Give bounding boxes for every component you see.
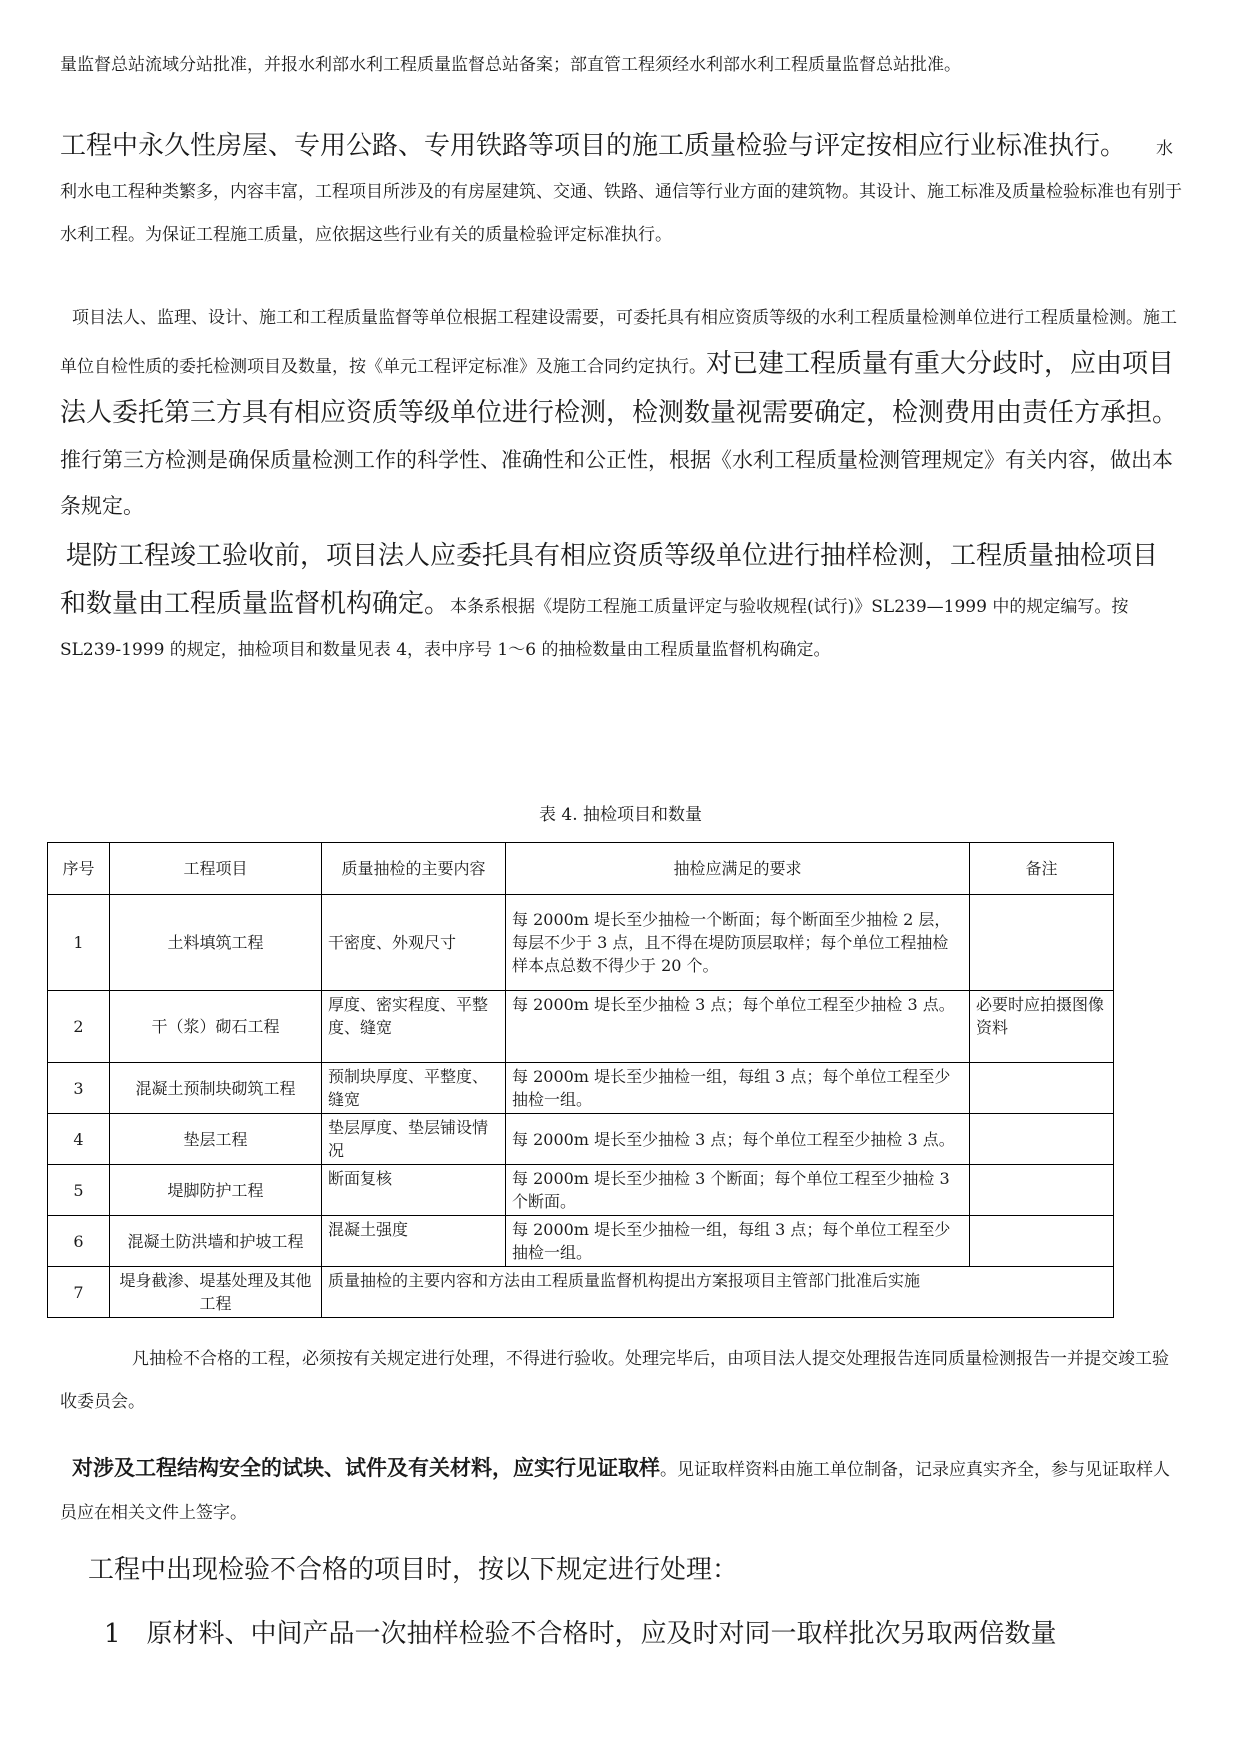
row-no: 7	[48, 1267, 110, 1318]
paragraph-2	[60, 122, 1182, 257]
row-content: 断面复核	[322, 1165, 506, 1216]
header-no: 序号	[48, 843, 110, 895]
table-row	[48, 1216, 1114, 1267]
row-merged-requirement: 质量抽检的主要内容和方法由工程质量监督机构提出方案报项目主管部门批准后实施	[322, 1267, 1114, 1318]
header-requirement: 抽检应满足的要求	[506, 843, 970, 895]
row-item: 干（浆）砌石工程	[110, 991, 322, 1063]
row-note	[970, 895, 1114, 991]
row-note: 必要时应拍摄图像资料	[970, 991, 1114, 1063]
row-requirement: 每 2000m 堤长至少抽检 3 点；每个单位工程至少抽检 3 点。	[506, 991, 970, 1063]
paragraph-8: 1 原材料、中间产品一次抽样检验不合格时，应及时对同一取样批次另取两倍数量	[104, 1619, 1057, 1649]
paragraph-3-text: 项目法人、监理、设计、施工和工程质量监督等单位根据工程建设需要，可委托具有相应资质等级的水利工程质量检测单位进行工程质量检测。施工单位自检性质的委托检测项目及数量，按《单元工程评定标准》及施工合同约定执行。	[60, 308, 1177, 377]
row-item: 混凝土预制块砌筑工程	[110, 1063, 322, 1114]
paragraph-6-emphasis: 对涉及工程结构安全的试块、试件及有关材料，应实行见证取样	[72, 1455, 660, 1480]
paragraph-2-emphasis: 工程中永久性房屋、专用公路、专用铁路等项目的施工质量检验与评定按相应行业标准执行。	[60, 131, 1127, 161]
row-content: 预制块厚度、平整度、缝宽	[322, 1063, 506, 1114]
table-header-row	[48, 843, 1114, 895]
paragraph-6-text: 。见证取样资料由施工单位制备，记录应真实齐全，参与见证取样人员应在相关文件上签字。	[60, 1460, 1170, 1523]
table-caption: 表 4. 抽检项目和数量	[538, 805, 703, 825]
table-row	[48, 991, 1114, 1063]
row-note	[970, 1216, 1114, 1267]
table-row	[48, 1165, 1114, 1216]
row-no: 5	[48, 1165, 110, 1216]
header-content: 质量抽检的主要内容	[322, 843, 506, 895]
row-no: 3	[48, 1063, 110, 1114]
paragraph-7: 工程中出现检验不合格的项目时，按以下规定进行处理：	[88, 1555, 739, 1585]
row-item: 堤脚防护工程	[110, 1165, 322, 1216]
inspection-table	[47, 842, 1114, 1318]
row-no: 4	[48, 1114, 110, 1165]
row-item: 垫层工程	[110, 1114, 322, 1165]
row-note	[970, 1114, 1114, 1165]
header-item: 工程项目	[110, 843, 322, 895]
row-requirement: 每 2000m 堤长至少抽检一组，每组 3 点；每个单位工程至少抽检一组。	[506, 1063, 970, 1114]
row-no: 1	[48, 895, 110, 991]
row-content: 垫层厚度、垫层铺设情况	[322, 1114, 506, 1165]
paragraph-2-text: 水利水电工程种类繁多，内容丰富，工程项目所涉及的有房屋建筑、交通、铁路、通信等行业方面的建筑物。其设计、施工标准及质量检验标准也有别于水利工程。为保证工程施工质量，应依据这些行业有关的质量检验评定标准执行。	[60, 139, 1182, 245]
paragraph-5: 凡抽检不合格的工程，必须按有关规定进行处理，不得进行验收。处理完毕后，由项目法人提交处理报告连同质量检测报告一并提交竣工验收委员会。	[60, 1349, 1169, 1412]
row-note	[970, 1063, 1114, 1114]
row-no: 6	[48, 1216, 110, 1267]
row-content: 干密度、外观尺寸	[322, 895, 506, 991]
paragraph-4-emphasis: 堤防工程竣工验收前，项目法人应委托具有相应资质等级单位进行抽样检测，工程质量抽检项目和数量由工程质量监督机构确定。	[60, 541, 1159, 619]
header-note: 备注	[970, 843, 1114, 895]
paragraph-3	[60, 296, 1182, 530]
table-row	[48, 1063, 1114, 1114]
row-requirement: 每 2000m 堤长至少抽检 3 点；每个单位工程至少抽检 3 点。	[506, 1114, 970, 1165]
row-requirement: 每 2000m 堤长至少抽检 3 个断面；每个单位工程至少抽检 3 个断面。	[506, 1165, 970, 1216]
row-no: 2	[48, 991, 110, 1063]
row-item: 混凝土防洪墙和护坡工程	[110, 1216, 322, 1267]
paragraph-6	[60, 1446, 1182, 1535]
row-requirement: 每 2000m 堤长至少抽检一个断面；每个断面至少抽检 2 层，每层不少于 3 点，且不得在堤防顶层取样；每个单位工程抽检样本点总数不得少于 20 个。	[506, 895, 970, 991]
paragraph-1: 量监督总站流域分站批准，并报水利部水利工程质量监督总站备案；部直管工程须经水利部水利工程质量监督总站批准。	[60, 55, 961, 75]
row-item: 土料填筑工程	[110, 895, 322, 991]
table-row	[48, 1114, 1114, 1165]
paragraph-4	[60, 532, 1182, 672]
table-row	[48, 1267, 1114, 1318]
table-row	[48, 895, 1114, 991]
row-item: 堤身截渗、堤基处理及其他工程	[110, 1267, 322, 1318]
paragraph-4-text: 本条系根据《堤防工程施工质量评定与验收规程(试行)》SL239—1999 中的规定编写。按 SL239-1999 的规定，抽检项目和数量见表 4，表中序号 1～6 的抽检数量由工程质量监督机构确定。	[60, 597, 1129, 660]
row-content: 混凝土强度	[322, 1216, 506, 1267]
paragraph-3-emphasis: 对已建工程质量有重大分歧时，应由项目法人委托第三方具有相应资质等级单位进行检测，检测数量视需要确定，检测费用由责任方承担。	[60, 349, 1179, 428]
paragraph-3-note: 推行第三方检测是确保质量检测工作的科学性、准确性和公正性，根据《水利工程质量检测管理规定》有关内容，做出本条规定。	[60, 448, 1173, 518]
row-note	[970, 1165, 1114, 1216]
row-content: 厚度、密实程度、平整度、缝宽	[322, 991, 506, 1063]
row-requirement: 每 2000m 堤长至少抽检一组，每组 3 点；每个单位工程至少抽检一组。	[506, 1216, 970, 1267]
